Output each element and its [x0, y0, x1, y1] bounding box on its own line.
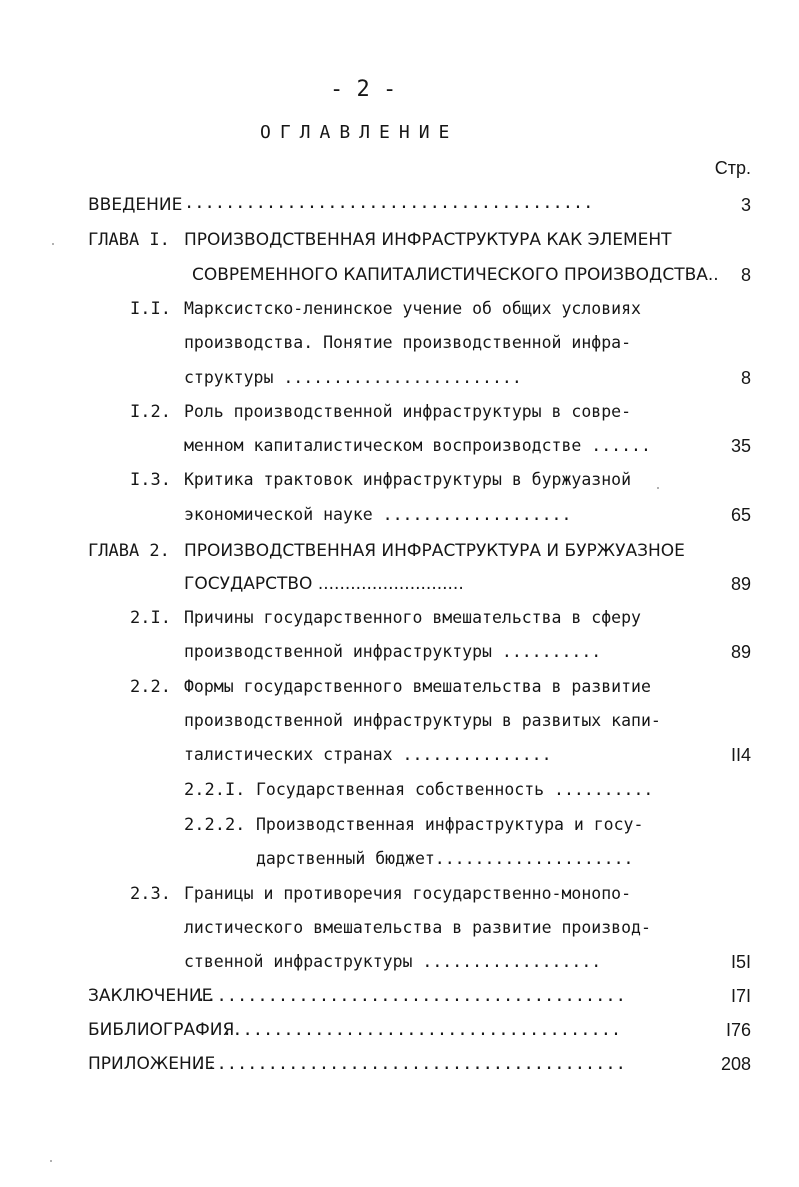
toc-label: ГЛАВА 2.: [88, 541, 170, 561]
toc-label: ВВЕДЕНИЕ: [88, 195, 183, 215]
toc-text: ПРОИЗВОДСТВЕННАЯ ИНФРАСТРУКТУРА И БУРЖУАЗНОЕ: [184, 541, 685, 561]
toc-text: ственной инфраструктуры ..................: [184, 952, 602, 971]
toc-page: I5I: [730, 952, 751, 972]
toc-label: ПРИЛОЖЕНИЕ: [88, 1054, 216, 1074]
toc-label: БИБЛИОГРАФИЯ: [88, 1020, 235, 1040]
toc-label: 2.2.: [130, 677, 171, 697]
toc-text: дарственный бюджет....................: [256, 849, 634, 868]
toc-label: 2.2.2.: [184, 815, 246, 835]
page-column-label: Стр.: [714, 158, 751, 178]
toc-text: производственной инфраструктуры в развитых капи-: [184, 711, 661, 730]
toc-text: структуры ........................: [184, 368, 522, 387]
toc-page: 89: [730, 574, 751, 594]
toc-page: 208: [720, 1054, 751, 1074]
toc-text: Производственная инфраструктура и госу-: [256, 815, 644, 834]
toc-page: 3: [740, 195, 751, 215]
toc-text: менном капиталистическом воспроизводстве ......: [184, 436, 651, 455]
toc-text: Границы и противоречия государственно-монопо-: [184, 884, 632, 903]
toc-text: производственной инфраструктуры ..........: [184, 642, 602, 661]
scan-speck: [52, 243, 54, 245]
toc-text: талистических странах ...............: [184, 745, 552, 764]
toc-leader: .......................................: [222, 1020, 622, 1040]
toc-page: 8: [740, 265, 751, 285]
toc-text: Марксистско-ленинское учение об общих условиях: [184, 299, 641, 318]
toc-label: 2.3.: [130, 884, 171, 904]
toc-leader: ........................................: [184, 193, 594, 213]
toc-text: Критика трактовок инфраструктуры в буржуазной: [184, 470, 632, 489]
toc-page: I76: [725, 1020, 751, 1040]
toc-page: 8: [740, 368, 751, 388]
toc-page: 65: [730, 505, 751, 525]
scan-speck: [657, 487, 659, 489]
toc-leader: ..........................................: [196, 1054, 626, 1074]
toc-leader: ..........................................: [196, 986, 626, 1006]
toc-label: 2.I.: [130, 608, 171, 628]
toc-page: 35: [730, 436, 751, 456]
toc-label: I.3.: [130, 470, 171, 490]
toc-page: I7I: [730, 986, 751, 1006]
toc-page: 89: [730, 642, 751, 662]
toc-page: II4: [730, 745, 751, 765]
toc-text: экономической науке ...................: [184, 505, 572, 524]
page-number: - 2 -: [330, 77, 397, 102]
toc-label: I.2.: [130, 402, 171, 422]
toc-text: листического вмешательства в развитие производ-: [184, 918, 651, 937]
toc-text: Причины государственного вмешательства в сферу: [184, 608, 641, 627]
toc-text: ПРОИЗВОДСТВЕННАЯ ИНФРАСТРУКТУРА КАК ЭЛЕМЕНТ: [184, 230, 672, 250]
scan-speck: [50, 1160, 52, 1162]
toc-text: Формы государственного вмешательства в развитие: [184, 677, 651, 696]
toc-label: ГЛАВА I.: [88, 230, 170, 250]
toc-label: 2.2.I.: [184, 780, 246, 800]
toc-label: I.I.: [130, 299, 171, 319]
toc-text: СОВРЕМЕННОГО КАПИТАЛИСТИЧЕСКОГО ПРОИЗВОДСТВА..: [192, 265, 719, 285]
toc-text: Государственная собственность ..........: [256, 780, 654, 799]
toc-text: Роль производственной инфраструктуры в совре-: [184, 402, 632, 421]
toc-text: производства. Понятие производственной инфра-: [184, 333, 632, 352]
page-title: ОГЛАВЛЕНИЕ: [260, 122, 459, 143]
toc-label: ЗАКЛЮЧЕНИЕ: [88, 986, 213, 1006]
toc-text: ГОСУДАРСТВО ...........................: [184, 574, 464, 594]
